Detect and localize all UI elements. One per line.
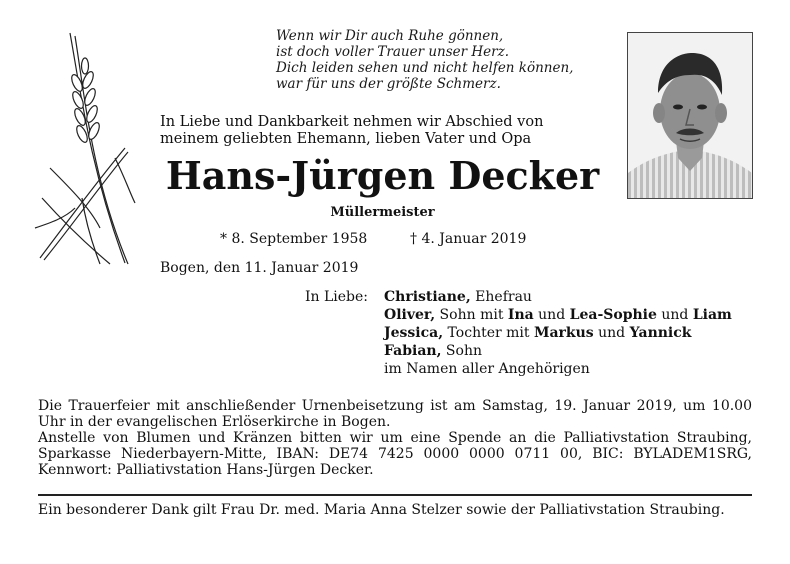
portrait-photo bbox=[627, 32, 753, 199]
thanks-text: Ein besonderer Dank gilt Frau Dr. med. Maria Anna Stelzer sowie der Palliativstation Straubing. bbox=[38, 502, 725, 518]
divider bbox=[38, 494, 752, 496]
intro-line: In Liebe und Dankbarkeit nehmen wir Abschied von bbox=[160, 114, 544, 130]
poem-line: Wenn wir Dir auch Ruhe gönnen, bbox=[276, 28, 504, 44]
poem-line: Dich leiden sehen und nicht helfen können, bbox=[276, 60, 574, 76]
mourner-relation: Sohn bbox=[441, 343, 482, 359]
mourner-name: Christiane, bbox=[384, 289, 471, 305]
mourner-name: Lea-Sophie bbox=[569, 307, 657, 323]
deceased-profession: Müllermeister bbox=[330, 205, 435, 220]
poem bbox=[276, 28, 606, 92]
mourners-list bbox=[384, 288, 732, 378]
mourner-name: Yannick bbox=[629, 325, 692, 341]
mourner-line bbox=[384, 342, 732, 360]
mourner-line: im Namen aller Angehörigen bbox=[384, 361, 590, 377]
mourner-name: Jessica, bbox=[384, 325, 444, 341]
place-date: Bogen, den 11. Januar 2019 bbox=[160, 260, 359, 276]
death-date: † 4. Januar 2019 bbox=[410, 231, 527, 247]
mourner-name: Fabian, bbox=[384, 343, 442, 359]
intro-text bbox=[160, 114, 543, 148]
wheat-ornament-icon bbox=[30, 28, 140, 268]
mourner-relation: Ehefrau bbox=[470, 289, 532, 305]
poem-line: war für uns der größte Schmerz. bbox=[276, 76, 501, 92]
birth-date: * 8. September 1958 bbox=[220, 231, 368, 247]
mourner-name: Liam bbox=[692, 307, 732, 323]
mourner-connector: und bbox=[656, 307, 693, 323]
donation-text: Anstelle von Blumen und Kränzen bitten wir um eine Spende an die Palliativstation Straubing, Sparkasse Niederbayern-Mitte, IBAN: DE74 7425 0000 0000 0711 00, BIC: BYLADEM1SRG, Kennwort: Palliativstation Hans-Jürgen Decker. bbox=[38, 430, 752, 478]
mourners-label: In Liebe: bbox=[305, 289, 369, 305]
mourner-line bbox=[384, 306, 732, 324]
deceased-name: Hans-Jürgen Decker bbox=[165, 153, 600, 198]
mourner-relation: Tochter mit bbox=[443, 325, 534, 341]
mourner-name: Ina bbox=[507, 307, 534, 323]
ceremony-text: Die Trauerfeier mit anschließender Urnenbeisetzung ist am Samstag, 19. Januar 2019, um 10.00 Uhr in der evangelischen Erlöserkirche in Bogen. bbox=[38, 398, 752, 430]
mourner-relation: Sohn mit bbox=[435, 307, 508, 323]
mourner-connector: und bbox=[593, 325, 630, 341]
funeral-details bbox=[38, 398, 752, 478]
mourner-line bbox=[384, 324, 732, 342]
mourner-line bbox=[384, 288, 732, 306]
mourner-name: Markus bbox=[533, 325, 594, 341]
mourner-connector: und bbox=[533, 307, 570, 323]
poem-line: ist doch voller Trauer unser Herz. bbox=[276, 44, 510, 60]
intro-line: meinem geliebten Ehemann, lieben Vater und Opa bbox=[160, 131, 532, 147]
mourner-name: Oliver, bbox=[384, 307, 436, 323]
